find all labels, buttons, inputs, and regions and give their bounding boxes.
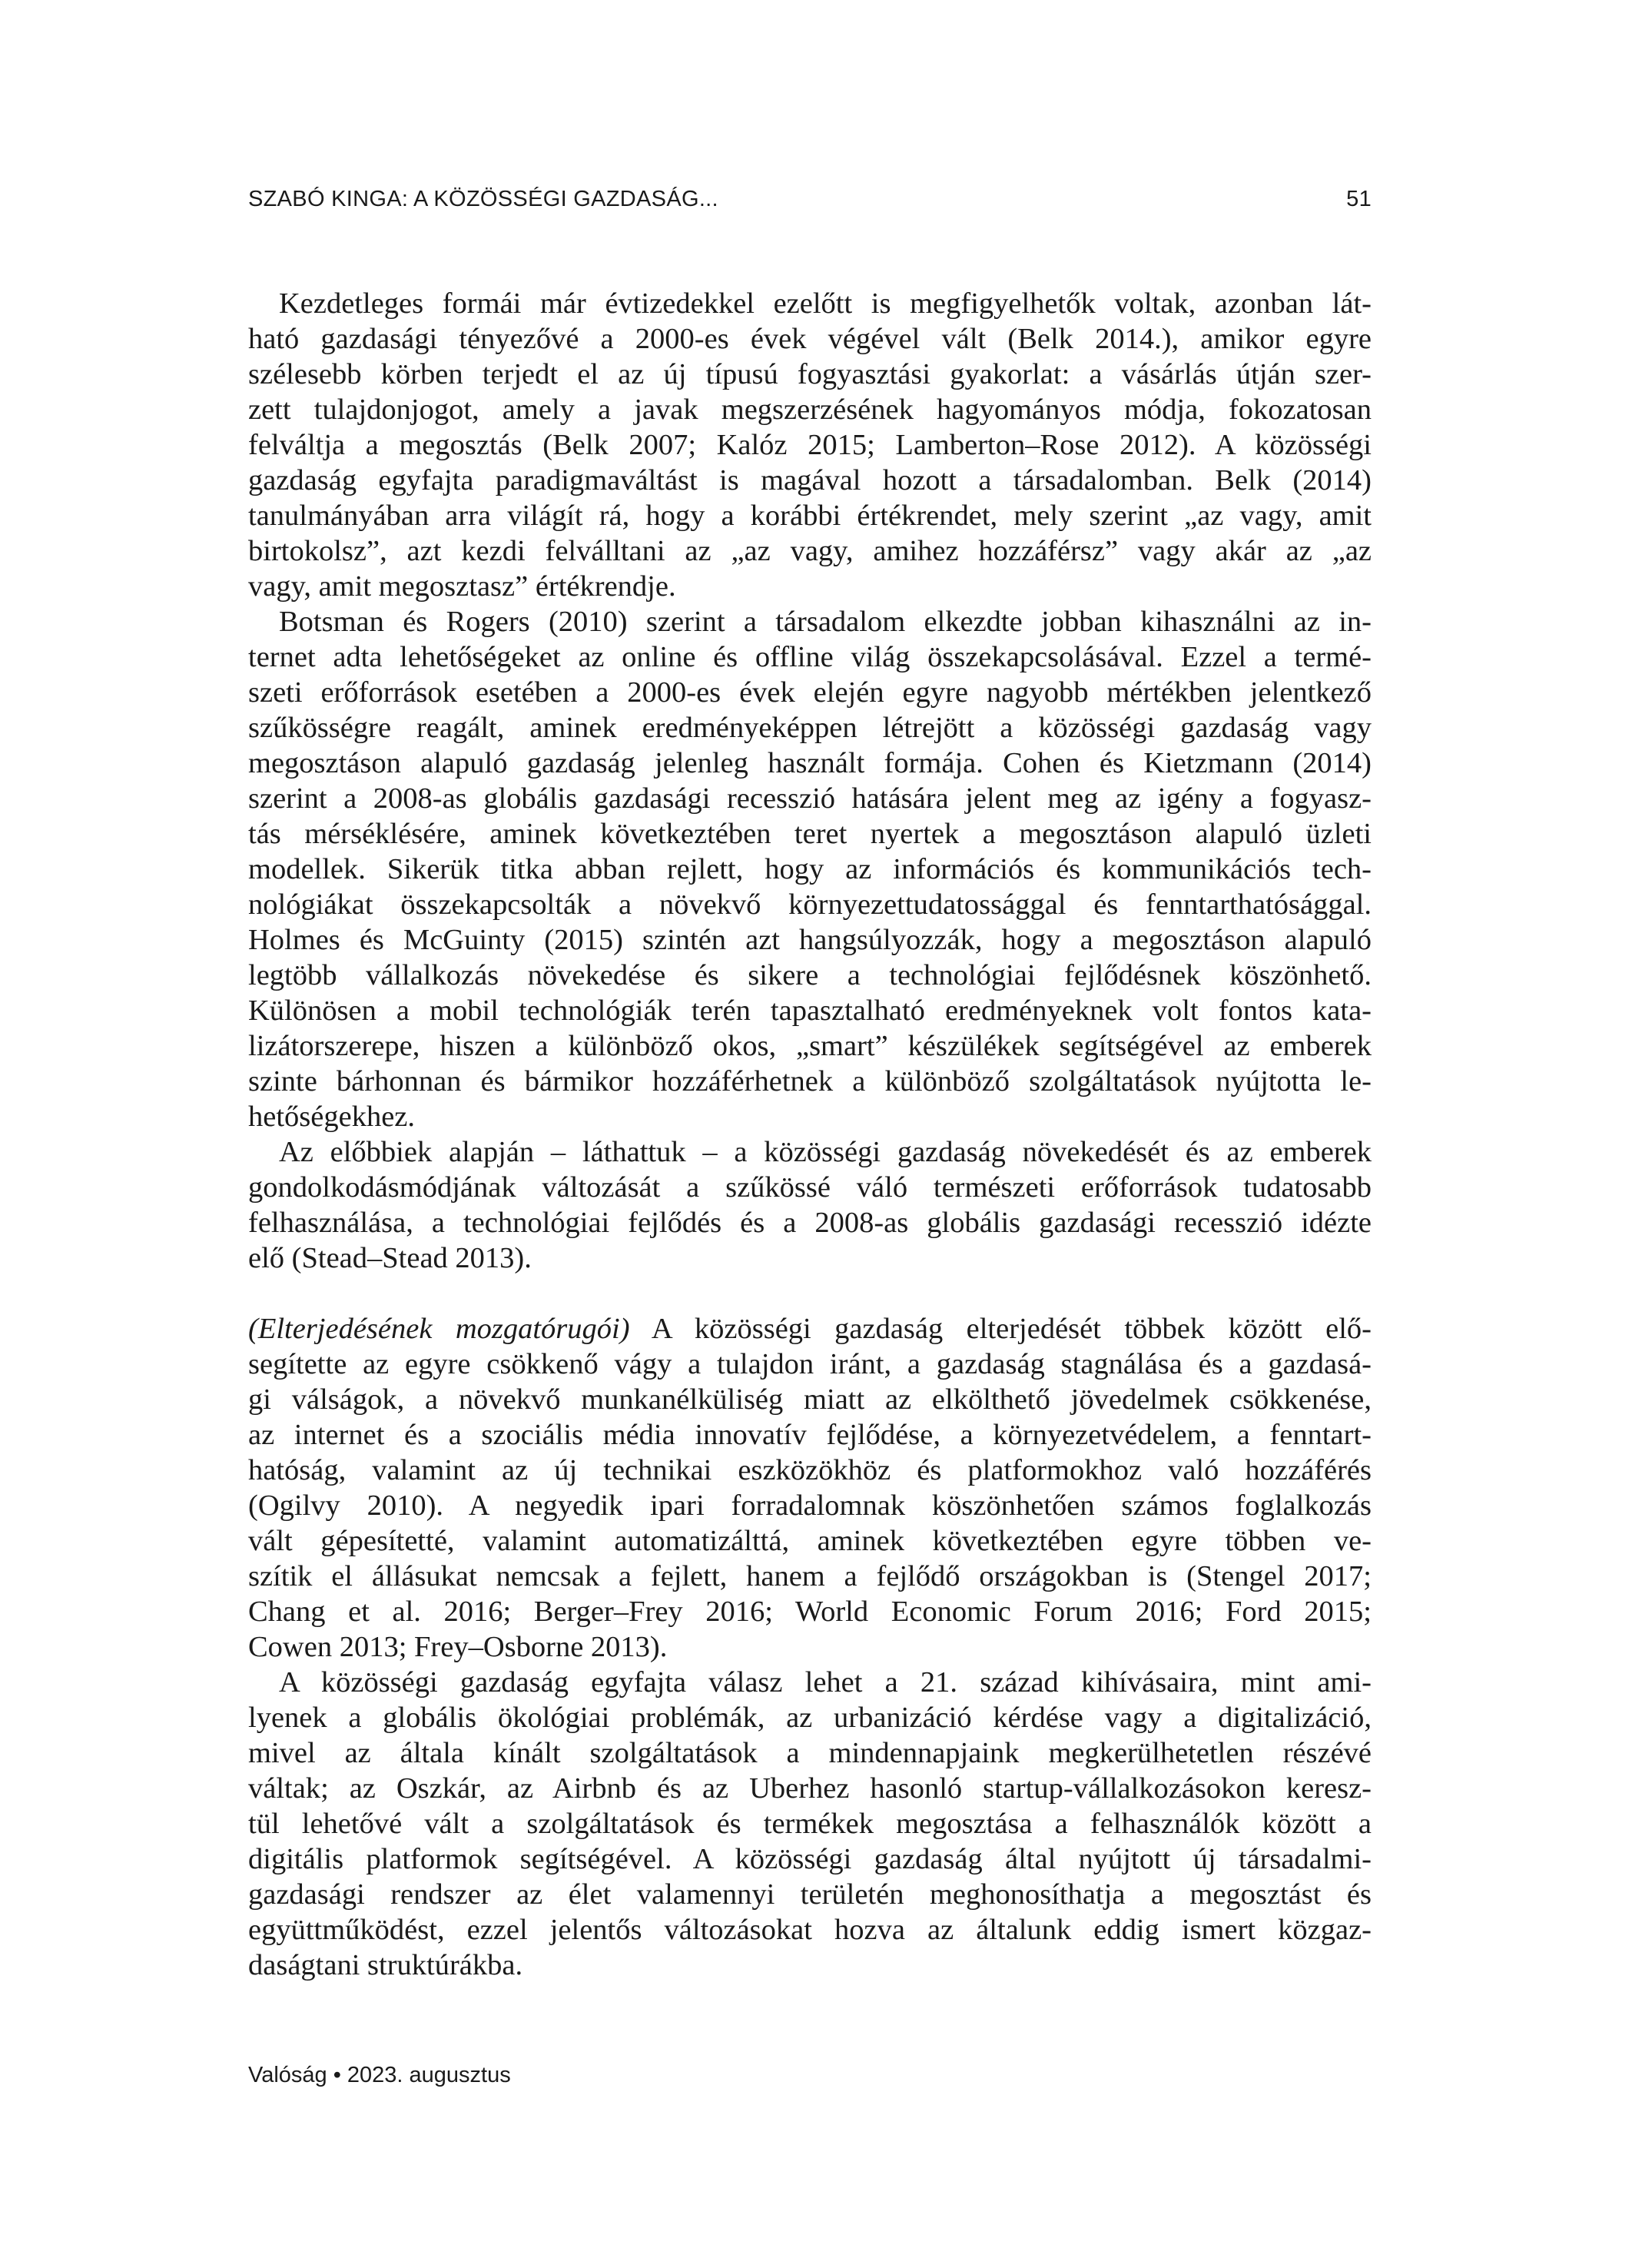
text-line: Holmes és McGuinty (2015) szintén azt hangsúlyozzák, hogy a megosztáson alapuló [248,924,1372,956]
running-header [248,187,1372,218]
text-line: felváltja a megosztás (Belk 2007; Kalóz 2015; Lamberton–Rose 2012). A közösségi [248,429,1372,461]
text-line: hetőségekhez. [248,1101,415,1133]
article-body [248,286,1372,1983]
text-line: gazdaság egyfajta paradigmaváltást is magával hozott a társadalomban. Belk (2014) [248,464,1372,496]
paragraph-4 [248,1311,1372,1665]
text-line: együttműködést, ezzel jelentős változásokat hozva az általunk eddig ismert közgaz- [248,1914,1372,1946]
text-line: segítette az egyre csökkenő vágy a tulajdon iránt, a gazdaság stagnálása és a gazdasá- [248,1348,1372,1380]
text-line: hatóság, valamint az új technikai eszközökhöz és platformokhoz való hozzáférés [248,1454,1372,1486]
text-line: legtöbb vállalkozás növekedése és sikere a technológiai fejlődésnek köszönhető. [248,959,1372,991]
text-line: Cowen 2013; Frey–Osborne 2013). [248,1631,668,1663]
text-line: tül lehetővé vált a szolgáltatások és termékek megosztása a felhasználók között a [248,1808,1372,1840]
text-line: szinte bárhonnan és bármikor hozzáférhetnek a különböző szolgáltatások nyújtotta le- [248,1065,1372,1097]
text-line: felhasználása, a technológiai fejlődés és a 2008-as globális gazdasági recesszió idézte [248,1207,1372,1239]
text-line: gi válságok, a növekvő munkanélküliség miatt az elkölthető jövedelmek csökkenése, [248,1383,1372,1416]
text-line: zett tulajdonjogot, amely a javak megszerzésének hagyományos módja, fokozatosan [248,393,1372,426]
text-line: tanulmányában arra világít rá, hogy a korábbi értékrendet, mely szerint „az vagy, amit [248,500,1372,532]
text-line-rest: A közösségi gazdaság elterjedését többek között elő- [629,1313,1372,1345]
paragraph-5 [248,1665,1372,1983]
text-line: Különösen a mobil technológiák terén tapasztalható eredményeknek volt fontos kata- [248,995,1372,1027]
text-line: ható gazdasági tényezővé a 2000-es évek végével vált (Belk 2014.), amikor egyre [248,323,1372,355]
text-line: Chang et al. 2016; Berger–Frey 2016; World Economic Forum 2016; Ford 2015; [248,1596,1372,1628]
text-line: szűkösségre reagált, aminek eredményeképpen létrejött a közösségi gazdaság vagy [248,712,1372,744]
section-gap [248,1276,1372,1311]
text-line: nológiákat összekapcsolták a növekvő környezettudatossággal és fenntarthatósággal. [248,888,1372,921]
running-head-title: SZABÓ KINGA: A KÖZÖSSÉGI GAZDASÁG... [248,187,718,211]
text-line: ternet adta lehetőségeket az online és offline világ összekapcsolásával. Ezzel a termé- [248,641,1372,673]
text-line: szélesebb körben terjedt el az új típusú fogyasztási gyakorlat: a vásárlás útján szer- [248,358,1372,390]
text-line: mivel az általa kínált szolgáltatások a mindennapjaink megkerülhetetlen részévé [248,1737,1372,1769]
paragraph-3 [248,1134,1372,1276]
page-footer: Valóság • 2023. augusztus [248,2063,511,2087]
text-line: tás mérséklésére, aminek következtében teret nyertek a megosztáson alapuló üzleti [248,818,1372,850]
paragraph-2 [248,604,1372,1134]
text-line: gazdasági rendszer az élet valamennyi területén meghonosíthatja a megosztást és [248,1878,1372,1911]
text-line: Az előbbiek alapján – láthattuk – a közösségi gazdaság növekedését és az emberek [279,1136,1372,1168]
text-line: birtokolsz”, azt kezdi felválltani az „az vagy, amihez hozzáférsz” vagy akár az „az [248,535,1372,567]
text-line: daságtani struktúrákba. [248,1949,523,1981]
text-line: vált gépesítetté, valamint automatizálttá, aminek következtében egyre többen ve- [248,1525,1372,1557]
text-line: elő (Stead–Stead 2013). [248,1242,532,1274]
text-line: lizátorszerepe, hiszen a különböző okos, „smart” készülékek segítségével az emberek [248,1030,1372,1062]
paragraph-1 [248,286,1372,604]
text-line: (Ogilvy 2010). A negyedik ipari forradalomnak köszönhetően számos foglalkozás [248,1489,1372,1522]
text-line: A közösségi gazdaság egyfajta válasz lehet a 21. század kihívásaira, mint ami- [279,1666,1372,1699]
text-line: digitális platformok segítségével. A közösségi gazdaság által nyújtott új társadalmi- [248,1843,1372,1875]
text-line: Botsman és Rogers (2010) szerint a társadalom elkezdte jobban kihasználni az in- [279,606,1372,638]
text-line: Kezdetleges formái már évtizedekkel ezelőtt is megfigyelhetők voltak, azonban lát- [279,287,1372,320]
run-in-heading: (Elterjedésének mozgatórugói) [248,1313,630,1345]
text-line: szítik el állásukat nemcsak a fejlett, hanem a fejlődő országokban is (Stengel 2017; [248,1560,1372,1592]
page-number: 51 [1346,187,1372,211]
text-line [248,1311,1372,1347]
text-line: megosztáson alapuló gazdaság jelenleg használt formája. Cohen és Kietzmann (2014) [248,747,1372,779]
text-line: lyenek a globális ökológiai problémák, az urbanizáció kérdése vagy a digitalizáció, [248,1702,1372,1734]
text-line: vagy, amit megosztasz” értékrendje. [248,570,676,603]
text-line: váltak; az Oszkár, az Airbnb és az Uberhez hasonló startup-vállalkozásokon keresz- [248,1772,1372,1805]
text-line: modellek. Sikerük titka abban rejlett, hogy az információs és kommunikációs tech- [248,853,1372,885]
text-line: szeti erőforrások esetében a 2000-es évek elején egyre nagyobb mértékben jelentkező [248,676,1372,709]
text-line: az internet és a szociális média innovatív fejlődése, a környezetvédelem, a fenntart- [248,1419,1372,1451]
text-line: szerint a 2008-as globális gazdasági recesszió hatására jelent meg az igény a fogyasz- [248,782,1372,815]
text-line: gondolkodásmódjának változását a szűkössé váló természeti erőforrások tudatosabb [248,1171,1372,1204]
